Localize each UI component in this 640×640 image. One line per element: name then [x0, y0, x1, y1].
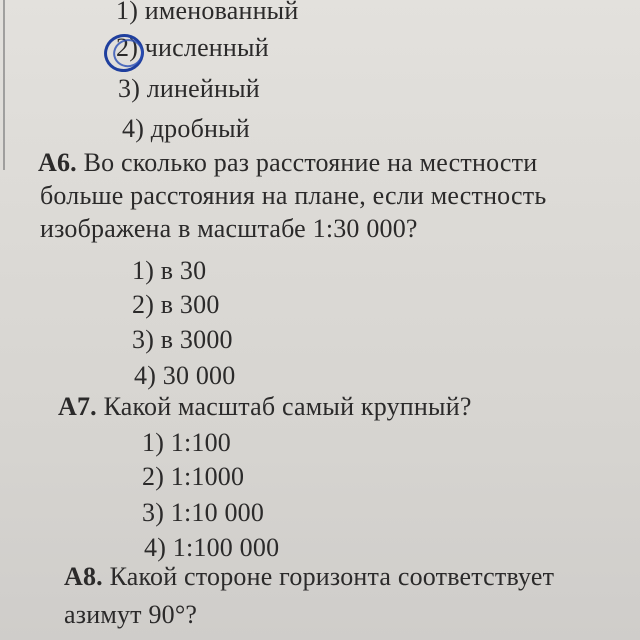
q7-option-2: 2) 1:1000 [142, 462, 245, 491]
q6-option-4: 4) 30 000 [134, 361, 236, 390]
q7-number: А7. [58, 392, 97, 421]
q7-text: Какой масштаб самый крупный? [103, 392, 472, 421]
q8-text-2: азимут 90°? [64, 600, 198, 629]
q6-text-1: Во сколько раз расстояние на местности [83, 148, 538, 177]
q6-text-2: больше расстояния на плане, если местность [40, 181, 547, 210]
q6-number: А6. [38, 148, 77, 177]
q8-line-1 [64, 562, 554, 592]
q7-line [58, 392, 472, 422]
q5-option-2: 2) численный [116, 33, 269, 62]
q7-option-1: 1) 1:100 [142, 428, 231, 457]
q5-option-4: 4) дробный [122, 114, 250, 143]
q5-option-3: 3) линейный [118, 74, 260, 103]
q6-option-3: 3) в 3000 [132, 325, 233, 354]
q6-line-1 [38, 148, 537, 178]
q7-option-4: 4) 1:100 000 [144, 533, 280, 562]
q6-text-3: изображена в масштабе 1:30 000? [40, 214, 418, 243]
q5-option-1: 1) именованный [116, 0, 299, 25]
margin-line [3, 0, 5, 170]
q7-option-3: 3) 1:10 000 [142, 498, 265, 527]
q6-option-1: 1) в 30 [132, 256, 207, 285]
q8-text-1: Какой стороне горизонта соответствует [109, 562, 555, 591]
q8-number: А8. [64, 562, 103, 591]
q6-option-2: 2) в 300 [132, 290, 220, 319]
